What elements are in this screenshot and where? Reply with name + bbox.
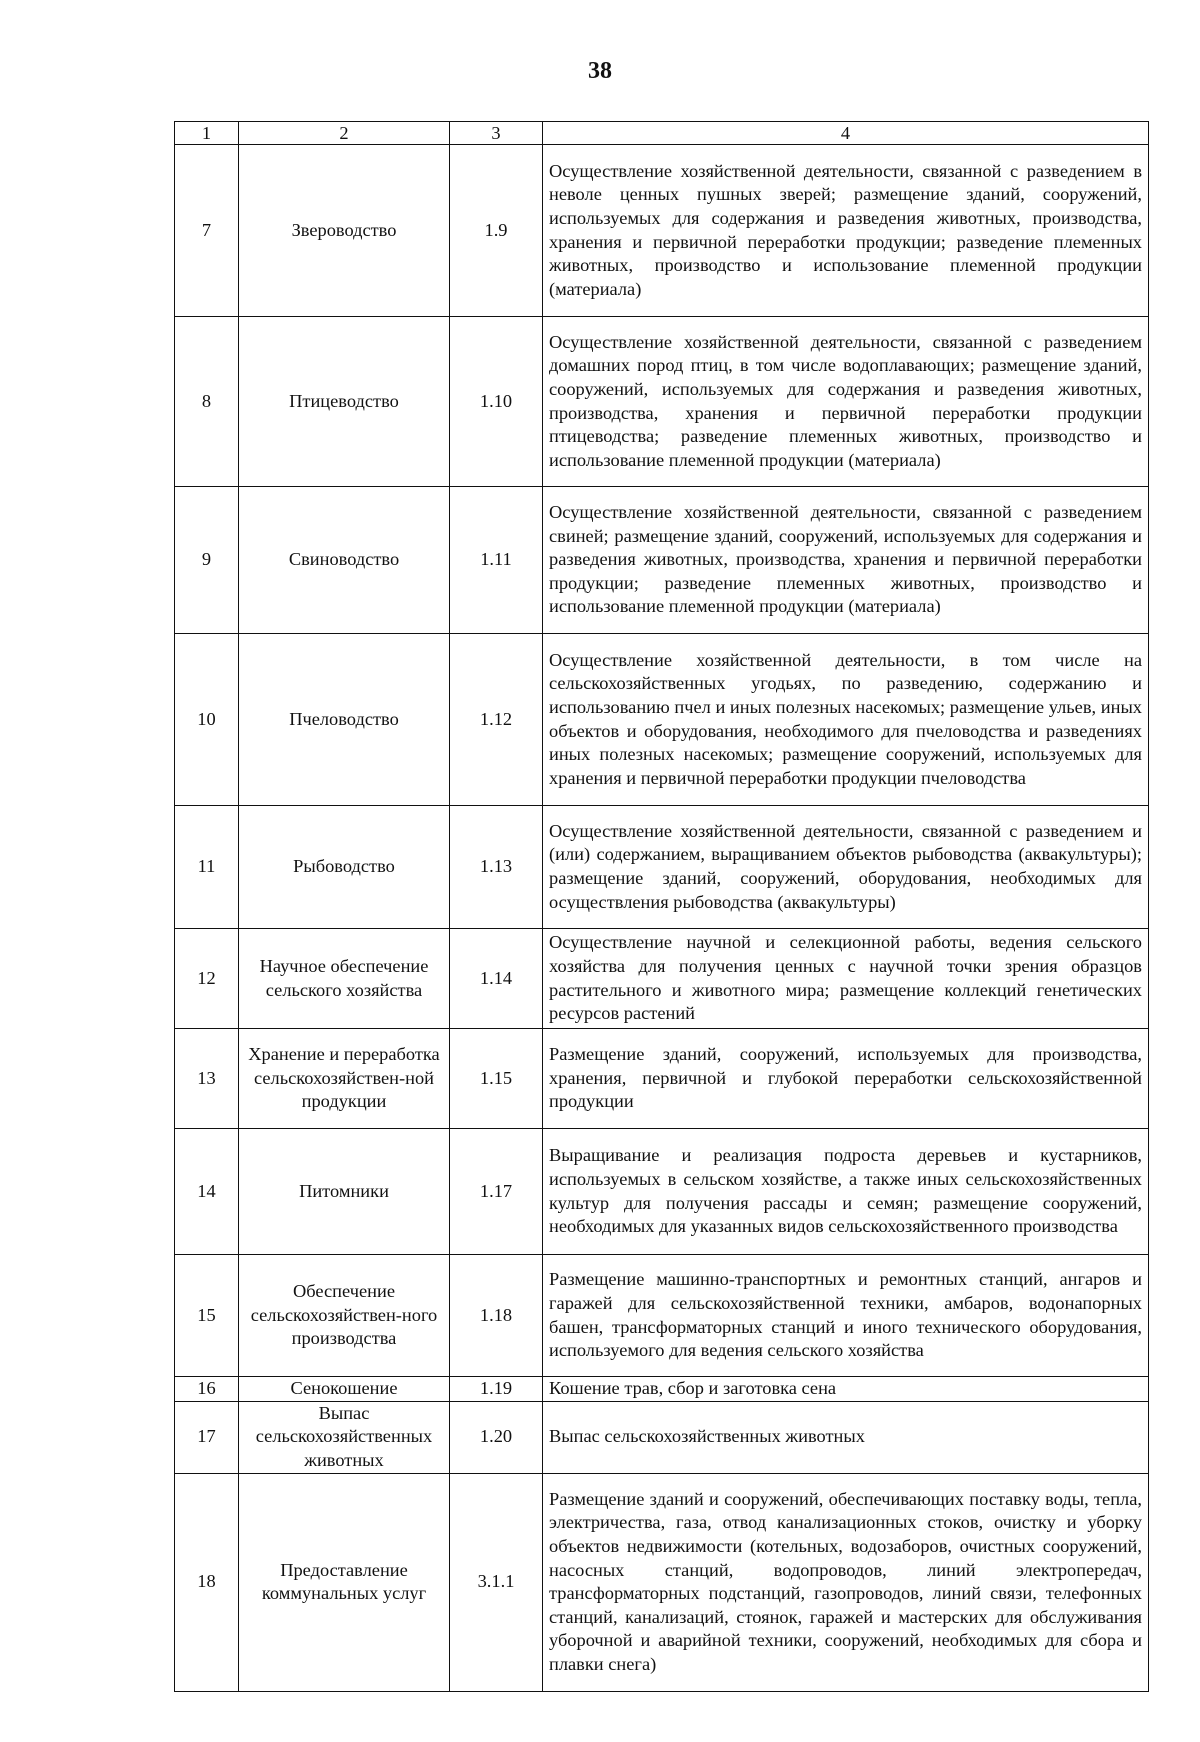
row-description: Осуществление хозяйственной деятельности, в том числе на сельскохозяйственных угодьях, по разведению, содержанию и использованию пчел и иных полезных насекомых; размещение ульев, иных объектов и оборудования, необходимого для пчеловодства и разведениях иных полезных насекомых; размещение сооружений, используемых для хранения и первичной переработки продукции пчеловодства xyxy=(543,634,1149,806)
row-description: Размещение машинно-транспортных и ремонтных станций, ангаров и гаражей для сельскохозяйственной техники, амбаров, водонапорных башен, трансформаторных станций и иного технического оборудования, используемого для ведения сельского хозяйства xyxy=(543,1255,1149,1377)
row-name: Сенокошение xyxy=(239,1377,450,1402)
row-name: Свиноводство xyxy=(239,487,450,634)
row-code: 1.15 xyxy=(450,1029,543,1129)
row-number: 16 xyxy=(175,1377,239,1402)
page-number: 38 xyxy=(588,58,612,84)
row-code: 1.11 xyxy=(450,487,543,634)
row-description: Осуществление хозяйственной деятельности, связанной с разведением и (или) содержанием, выращиванием объектов рыбоводства (аквакультуры); размещение зданий, сооружений, оборудования, необходимых для осуществления рыбоводства (аквакультуры) xyxy=(543,806,1149,929)
row-description: Кошение трав, сбор и заготовка сена xyxy=(543,1377,1149,1402)
row-code: 1.17 xyxy=(450,1129,543,1255)
row-number: 10 xyxy=(175,634,239,806)
table-row xyxy=(175,806,1149,929)
row-number: 7 xyxy=(175,145,239,317)
table-row xyxy=(175,1401,1149,1473)
table-row xyxy=(175,1377,1149,1402)
row-name: Пчеловодство xyxy=(239,634,450,806)
row-code: 3.1.1 xyxy=(450,1473,543,1691)
table-row xyxy=(175,1129,1149,1255)
table-row xyxy=(175,1029,1149,1129)
row-number: 18 xyxy=(175,1473,239,1691)
header-cell-description: 4 xyxy=(543,122,1149,145)
row-description: Выращивание и реализация подроста деревьев и кустарников, используемых в сельском хозяйстве, а также иных сельскохозяйственных культур для получения рассады и семян; размещение сооружений, необходимых для указанных видов сельскохозяйственного производства xyxy=(543,1129,1149,1255)
row-code: 1.12 xyxy=(450,634,543,806)
table-row xyxy=(175,929,1149,1029)
row-description: Осуществление хозяйственной деятельности, связанной с разведением свиней; размещение зданий, сооружений, используемых для содержания и разведения животных, производства, хранения и первичной переработки продукции; разведение племенных животных, производство и использование племенной продукции (материала) xyxy=(543,487,1149,634)
table-header-row xyxy=(175,122,1149,145)
row-code: 1.19 xyxy=(450,1377,543,1402)
row-number: 9 xyxy=(175,487,239,634)
row-number: 13 xyxy=(175,1029,239,1129)
row-number: 8 xyxy=(175,317,239,487)
row-name: Предоставление коммунальных услуг xyxy=(239,1473,450,1691)
row-description: Размещение зданий, сооружений, используемых для производства, хранения, первичной и глубокой переработки сельскохозяйственной продукции xyxy=(543,1029,1149,1129)
land-use-table xyxy=(174,121,1149,1692)
row-number: 11 xyxy=(175,806,239,929)
row-description: Выпас сельскохозяйственных животных xyxy=(543,1401,1149,1473)
table-row xyxy=(175,1255,1149,1377)
row-code: 1.20 xyxy=(450,1401,543,1473)
row-name: Обеспечение сельскохозяйствен-ного производства xyxy=(239,1255,450,1377)
row-description: Осуществление хозяйственной деятельности, связанной с разведением домашних пород птиц, в том числе водоплавающих; размещение зданий, сооружений, используемых для содержания и разведения животных, производства, хранения и первичной переработки продукции птицеводства; разведение племенных животных, производство и использование племенной продукции (материала) xyxy=(543,317,1149,487)
row-description: Размещение зданий и сооружений, обеспечивающих поставку воды, тепла, электричества, газа, отвод канализационных стоков, очистку и уборку объектов недвижимости (котельных, водозаборов, очистных сооружений, насосных станций, водопроводов, линий электропередач, трансформаторных подстанций, газопроводов, линий связи, телефонных станций, канализаций, стоянок, гаражей и мастерских для обслуживания уборочной и аварийной техники, сооружений, необходимых для сбора и плавки снега) xyxy=(543,1473,1149,1691)
header-cell-number: 1 xyxy=(175,122,239,145)
header-cell-code: 3 xyxy=(450,122,543,145)
row-description: Осуществление хозяйственной деятельности, связанной с разведением в неволе ценных пушных зверей; размещение зданий, сооружений, используемых для содержания и разведения животных, производства, хранения и первичной переработки продукции; разведение племенных животных, производство и использование племенной продукции (материала) xyxy=(543,145,1149,317)
table-row xyxy=(175,145,1149,317)
row-name: Питомники xyxy=(239,1129,450,1255)
table-row xyxy=(175,317,1149,487)
row-description: Осуществление научной и селекционной работы, ведения сельского хозяйства для получения ценных с научной точки зрения образцов растительного и животного мира; размещение коллекций генетических ресурсов растений xyxy=(543,929,1149,1029)
row-name: Выпас сельскохозяйственных животных xyxy=(239,1401,450,1473)
row-number: 14 xyxy=(175,1129,239,1255)
row-code: 1.14 xyxy=(450,929,543,1029)
table-row xyxy=(175,634,1149,806)
row-code: 1.13 xyxy=(450,806,543,929)
row-number: 15 xyxy=(175,1255,239,1377)
row-code: 1.10 xyxy=(450,317,543,487)
table-row xyxy=(175,1473,1149,1691)
row-name: Звероводство xyxy=(239,145,450,317)
row-name: Птицеводство xyxy=(239,317,450,487)
header-cell-name: 2 xyxy=(239,122,450,145)
row-name: Рыбоводство xyxy=(239,806,450,929)
row-name: Хранение и переработка сельскохозяйствен-ной продукции xyxy=(239,1029,450,1129)
row-code: 1.18 xyxy=(450,1255,543,1377)
row-number: 12 xyxy=(175,929,239,1029)
row-number: 17 xyxy=(175,1401,239,1473)
table-row xyxy=(175,487,1149,634)
row-name: Научное обеспечение сельского хозяйства xyxy=(239,929,450,1029)
row-code: 1.9 xyxy=(450,145,543,317)
